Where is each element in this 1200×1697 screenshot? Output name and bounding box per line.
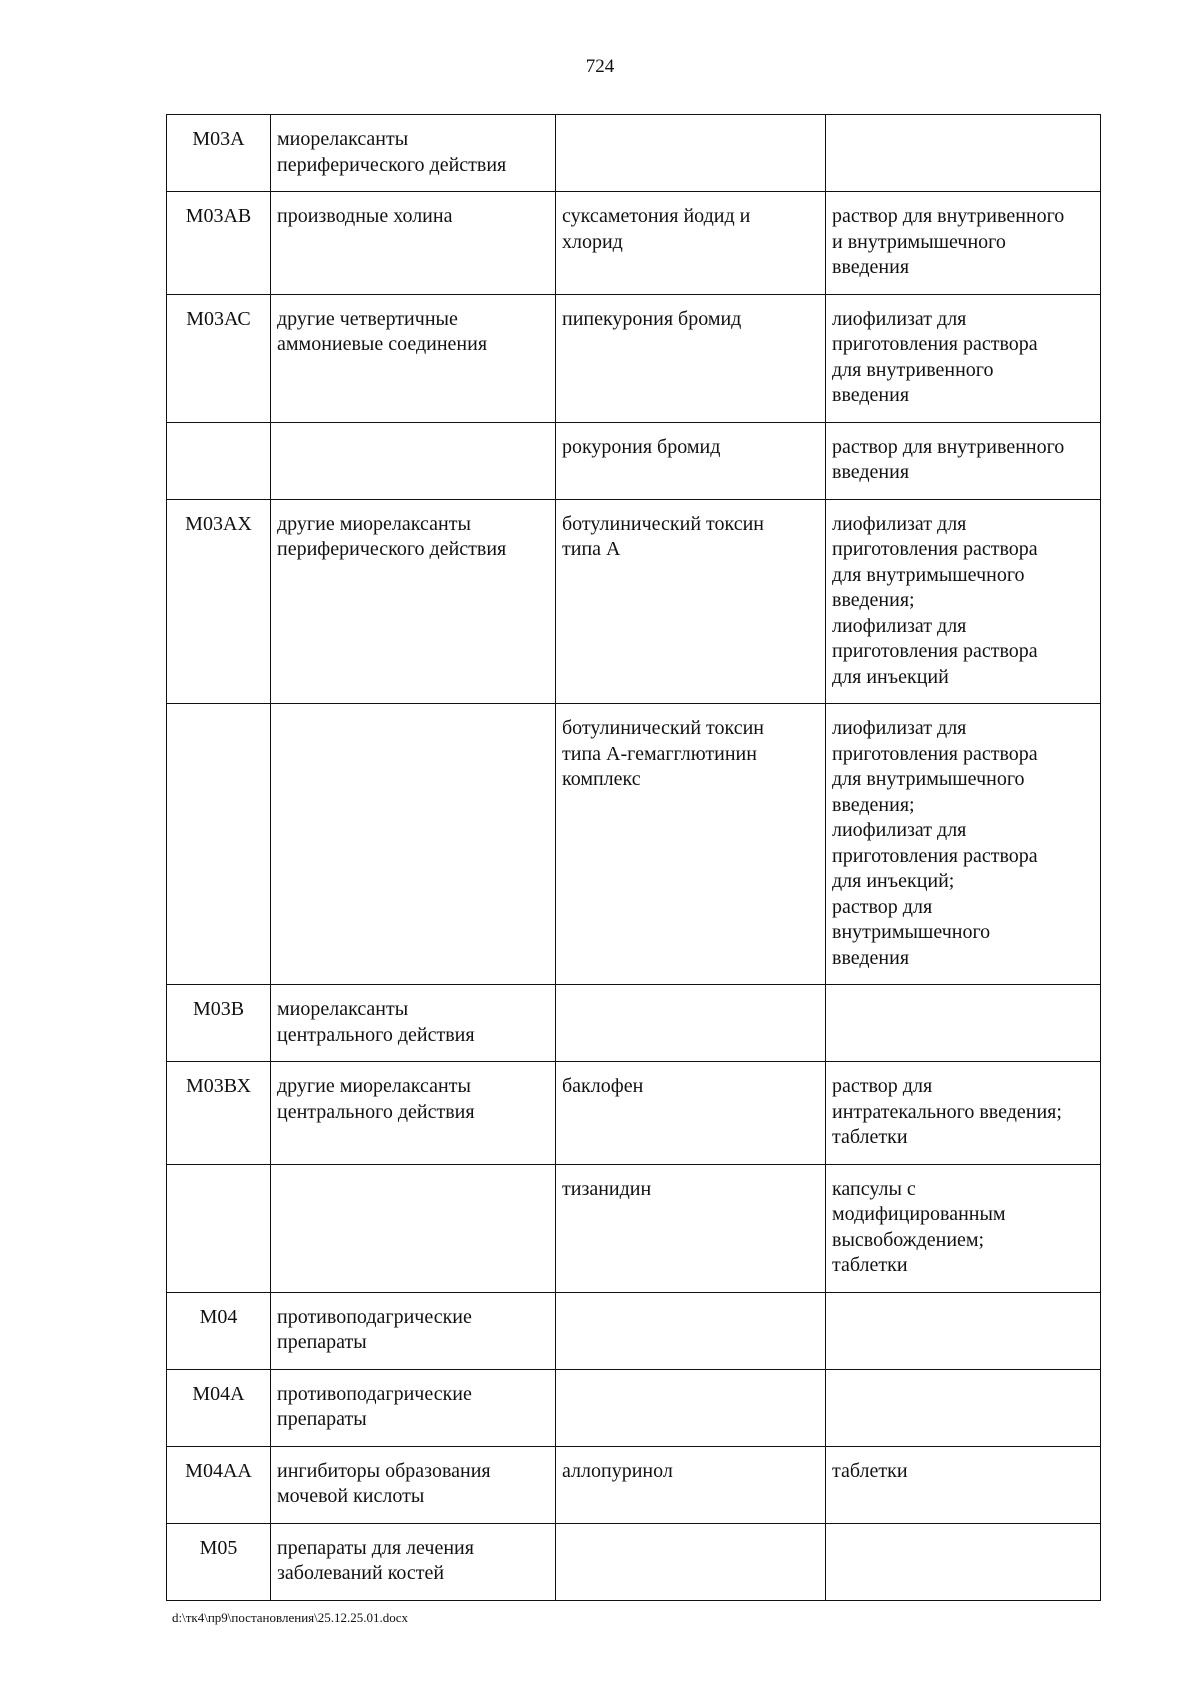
drug-name-cell [556, 1292, 826, 1369]
file-path-footer: d:\тк4\пр9\постановления\25.12.25.01.docx [172, 1610, 409, 1625]
dosage-form-cell: раствор для внутривенного и внутримышечного введения [826, 192, 1101, 295]
group-name-cell: миорелаксанты центрального действия [271, 985, 556, 1062]
group-name-cell: противоподагрические препараты [271, 1292, 556, 1369]
atc-code-cell: М05 [167, 1523, 271, 1600]
atc-code-cell: М03А [167, 115, 271, 192]
table-row [167, 422, 1101, 499]
table-row [167, 1062, 1101, 1165]
dosage-form-cell: лиофилизат для приготовления раствора для внутримышечного введения; лиофилизат для приготовления раствора для инъекций [826, 499, 1101, 704]
group-name-cell [271, 422, 556, 499]
atc-code-cell: М03ВХ [167, 1062, 271, 1165]
dosage-form-cell [826, 1369, 1101, 1446]
drug-name-cell: рокурония бромид [556, 422, 826, 499]
atc-code-cell: М04А [167, 1369, 271, 1446]
dosage-form-cell [826, 1292, 1101, 1369]
table-row [167, 1292, 1101, 1369]
atc-code-cell [167, 704, 271, 985]
group-name-cell [271, 1164, 556, 1292]
table-row [167, 1164, 1101, 1292]
dosage-form-cell: капсулы с модифицированным высвобождением; таблетки [826, 1164, 1101, 1292]
table-row [167, 1523, 1101, 1600]
atc-code-cell: М03АС [167, 294, 271, 422]
dosage-form-cell [826, 115, 1101, 192]
group-name-cell: другие миорелаксанты центрального действия [271, 1062, 556, 1165]
page-number: 724 [585, 56, 615, 77]
dosage-form-cell [826, 1523, 1101, 1600]
dosage-form-cell: раствор для внутривенного введения [826, 422, 1101, 499]
dosage-form-cell [826, 985, 1101, 1062]
group-name-cell: препараты для лечения заболеваний костей [271, 1523, 556, 1600]
table-row [167, 704, 1101, 985]
atc-code-cell: М03АВ [167, 192, 271, 295]
dosage-form-cell: лиофилизат для приготовления раствора для внутривенного введения [826, 294, 1101, 422]
table-row [167, 1446, 1101, 1523]
drug-name-cell [556, 1523, 826, 1600]
atc-table-body [167, 115, 1101, 1601]
table-row [167, 115, 1101, 192]
table-row [167, 192, 1101, 295]
atc-code-cell: М03АХ [167, 499, 271, 704]
drug-name-cell: аллопуринол [556, 1446, 826, 1523]
atc-code-cell: М04АА [167, 1446, 271, 1523]
dosage-form-cell: таблетки [826, 1446, 1101, 1523]
table-row [167, 499, 1101, 704]
drug-name-cell: суксаметония йодид и хлорид [556, 192, 826, 295]
atc-code-cell: М03В [167, 985, 271, 1062]
atc-table [166, 114, 1101, 1601]
group-name-cell: другие миорелаксанты периферического действия [271, 499, 556, 704]
drug-name-cell [556, 985, 826, 1062]
dosage-form-cell: раствор для интратекального введения; таблетки [826, 1062, 1101, 1165]
drug-name-cell: тизанидин [556, 1164, 826, 1292]
atc-code-cell: М04 [167, 1292, 271, 1369]
group-name-cell: противоподагрические препараты [271, 1369, 556, 1446]
group-name-cell: другие четвертичные аммониевые соединения [271, 294, 556, 422]
table-row [167, 985, 1101, 1062]
table-row [167, 1369, 1101, 1446]
table-row [167, 294, 1101, 422]
drug-name-cell: баклофен [556, 1062, 826, 1165]
drug-name-cell: пипекурония бромид [556, 294, 826, 422]
drug-name-cell: ботулинический токсин типа А-гемагглютинин комплекс [556, 704, 826, 985]
group-name-cell: производные холина [271, 192, 556, 295]
group-name-cell: ингибиторы образования мочевой кислоты [271, 1446, 556, 1523]
drug-name-cell: ботулинический токсин типа А [556, 499, 826, 704]
atc-code-cell [167, 1164, 271, 1292]
drug-name-cell [556, 115, 826, 192]
group-name-cell: миорелаксанты периферического действия [271, 115, 556, 192]
group-name-cell [271, 704, 556, 985]
atc-code-cell [167, 422, 271, 499]
dosage-form-cell: лиофилизат для приготовления раствора для внутримышечного введения; лиофилизат для приготовления раствора для инъекций; раствор для внутримышечного введения [826, 704, 1101, 985]
drug-name-cell [556, 1369, 826, 1446]
